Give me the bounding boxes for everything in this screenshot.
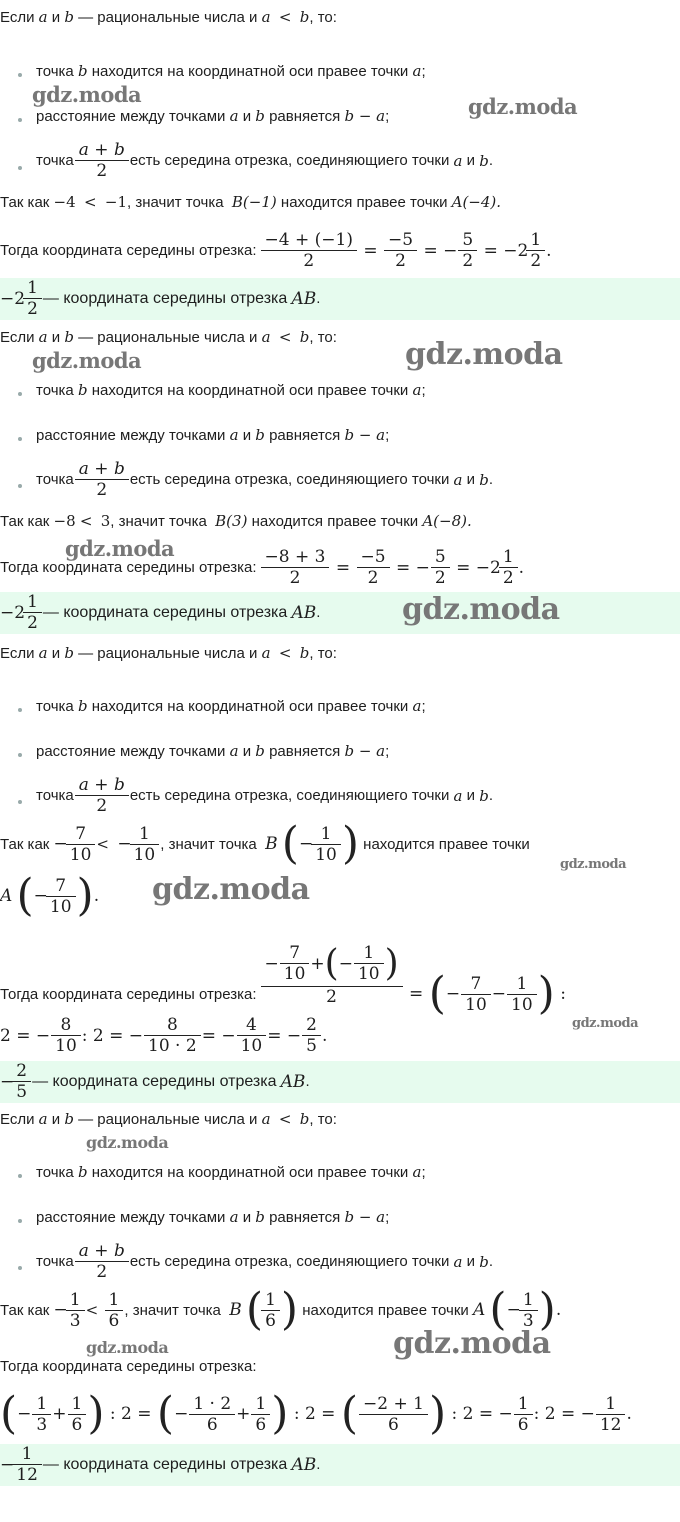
text: равняется [269, 107, 341, 125]
intro-line-2: Если a и b — рациональные числа и a < b , то: [0, 328, 337, 346]
fraction: $\frac{2}{5}$ [14, 1061, 29, 1102]
text: точка [36, 697, 74, 715]
math: AB [291, 602, 317, 623]
calc-continuation: 2 = − $\frac{8}{10}$ : 2 = − $\frac{8}{10 \cdot 2}$ = − $\frac{4}{10}$ = − $\frac{2}{5}$ . [0, 1015, 328, 1056]
var-a: a [229, 426, 239, 444]
text: и [466, 152, 476, 169]
text: есть середина отрезка, соединяющиего точки [129, 152, 450, 169]
text: и [242, 742, 252, 760]
fraction: $\frac{8}{10 \cdot 2}$ [146, 1015, 199, 1056]
text: есть середина отрезка, соединяющиего точки [129, 787, 450, 804]
math: B(−1) [231, 193, 277, 211]
bullet2-line: расстояние между точками a и b равняется b − a ; [36, 426, 390, 444]
var-a: a [261, 8, 271, 26]
var-b: b [255, 742, 265, 760]
answer-line: −2 $\frac{1}{2}$ — координата середины отрезка AB . [0, 278, 321, 319]
text: точка [36, 381, 74, 399]
var-a: a [229, 107, 239, 125]
fraction: $\frac{a + b}{2}$ [77, 775, 127, 816]
bullet [18, 437, 22, 441]
watermark: gdz.moda [402, 592, 560, 627]
text: находится правее точки [280, 193, 448, 211]
bullet [18, 73, 22, 77]
watermark: gdz.moda [65, 536, 175, 561]
var-a: a [453, 1252, 463, 1271]
var-b: b [299, 644, 310, 662]
fraction: $\frac{a + b}{2}$ [77, 140, 127, 181]
math: AB [291, 1454, 317, 1475]
midpoint-line: Тогда координата середины отрезка: $\frac{-8 + 3}{2}$ = $\frac{-5}{2}$ = − $\frac{5}{2}$ = −2 $\frac{1}{2}$ . [0, 547, 525, 588]
text: находится на координатной оси правее точки [91, 62, 409, 80]
text: , то: [309, 328, 337, 346]
var-b: b [255, 426, 265, 444]
text: и [51, 328, 61, 346]
text: и [466, 787, 476, 804]
fraction: $\frac{5}{2}$ [460, 230, 475, 271]
bullet [18, 484, 22, 488]
var-a: a [38, 328, 48, 346]
since-line: Так как −4 < −1 , значит точка B(−1) находится правее точки A(−4). [0, 193, 502, 211]
text: Так как [0, 1301, 50, 1319]
bullet1-line: точка b находится на координатной оси правее точки a ; [36, 1163, 426, 1181]
text: Тогда координата середины отрезка: [0, 985, 257, 1003]
text: , то: [309, 644, 337, 662]
fraction: $\frac{1}{6}$ [107, 1290, 122, 1331]
fraction: $\frac{1}{12}$ [14, 1444, 40, 1485]
var-b: b [299, 8, 310, 26]
var-a: a [412, 62, 422, 80]
bullet [18, 118, 22, 122]
bullet [18, 166, 22, 170]
text: , значит точка [127, 193, 224, 211]
text: и [242, 107, 252, 125]
fraction: $\frac{-5}{2}$ [359, 547, 388, 588]
text: — рациональные числа и [78, 1110, 258, 1128]
bullet [18, 1174, 22, 1178]
var-b: b [77, 1163, 88, 1181]
var-a: a [453, 151, 463, 170]
text: и [466, 471, 476, 488]
fraction: $\frac{-4 + (-1)}{2}$ [263, 230, 355, 271]
var-a: a [229, 742, 239, 760]
text: Тогда координата середины отрезка: [0, 1358, 257, 1375]
text: и [466, 1253, 476, 1270]
bullet2-line: расстояние между точками a и b равняется b − a ; [36, 742, 390, 760]
bullet3-line: точка $\frac{a + b}{2}$ есть середина отрезка, соединяющиего точки a и b . [36, 140, 493, 181]
fraction: $\frac{1}{10}$ [132, 824, 158, 865]
math: A(−4). [451, 193, 502, 211]
text: и [242, 426, 252, 444]
var-b: b [479, 470, 489, 489]
text: Тогда координата середины отрезка: [0, 242, 257, 259]
text: находится на координатной оси правее точки [91, 381, 409, 399]
fraction: $\frac{1}{3}$ [68, 1290, 83, 1331]
fraction: $\frac{1}{2}$ [501, 547, 516, 588]
bullet [18, 392, 22, 396]
bullet1-line: точка b находится на координатной оси правее точки a ; [36, 381, 426, 399]
math: b − a [344, 426, 386, 444]
math: −4 [53, 193, 76, 211]
text: есть середина отрезка, соединяющиего точки [129, 471, 450, 488]
text: находится правее точки [251, 512, 419, 530]
text: , значит точка [160, 835, 257, 853]
var-a: a [38, 1110, 48, 1128]
watermark: gdz.moda [32, 348, 142, 373]
text: находится правее точки [302, 1301, 469, 1319]
answer-line: −2 $\frac{1}{2}$ — координата середины отрезка AB . [0, 592, 321, 633]
text: точка [36, 62, 74, 80]
since-line: Так как − $\frac{7}{10}$ < − $\frac{1}{10}$ , значит точка B ( − $\frac{1}{10}$ ) находится правее точки [0, 818, 530, 869]
fraction: $\frac{5}{2}$ [433, 547, 448, 588]
var-b: b [479, 786, 489, 805]
math: −8 [53, 512, 76, 530]
bullet [18, 753, 22, 757]
text: расстояние между точками [36, 107, 226, 125]
text: Если [0, 328, 35, 346]
watermark: gdz.moda [32, 82, 142, 107]
text: , значит точка [110, 512, 207, 530]
text: расстояние между точками [36, 742, 226, 760]
bullet3-line: точка $\frac{a + b}{2}$ есть середина отрезка, соединяющиего точки a и b . [36, 775, 493, 816]
var-a: a [229, 1208, 239, 1226]
watermark: gdz.moda [468, 94, 578, 119]
watermark: gdz.moda [393, 1326, 551, 1361]
fraction: $\frac{-8 + 3}{2}$ [263, 547, 328, 588]
bullet3-line: точка $\frac{a + b}{2}$ есть середина отрезка, соединяющиего точки a и b . [36, 1241, 493, 1282]
text: — координата середины отрезка [42, 1455, 288, 1473]
text: расстояние между точками [36, 426, 226, 444]
text: Если [0, 644, 35, 662]
fraction: $\frac{1}{3}$ [521, 1290, 536, 1331]
fraction: $\frac{1}{2}$ [25, 278, 40, 319]
var-b: b [479, 1252, 489, 1271]
var-a: a [261, 1110, 271, 1128]
fraction: $\frac{1}{2}$ [25, 592, 40, 633]
math: 3 [100, 512, 111, 530]
midpoint-label-line [0, 1358, 257, 1375]
fraction: $\frac{a + b}{2}$ [77, 1241, 127, 1282]
var-a: a [453, 786, 463, 805]
var-a: a [412, 1163, 422, 1181]
var-a: a [38, 644, 48, 662]
text: находится на координатной оси правее точки [91, 697, 409, 715]
var-b: b [64, 328, 74, 346]
midpoint-line: Тогда координата середины отрезка: $\frac{-4 + (-1)}{2}$ = $\frac{-5}{2}$ = − $\frac{5}{2}$ = −2 $\frac{1}{2}$ . [0, 230, 552, 271]
math: b − a [344, 1208, 386, 1226]
text: — рациональные числа и [78, 644, 258, 662]
text: — координата середины отрезка [32, 1072, 277, 1090]
fraction: $\frac{2}{5}$ [304, 1015, 319, 1056]
text: — координата середины отрезка [42, 289, 288, 307]
since-line: Так как − $\frac{1}{3}$ < $\frac{1}{6}$ , значит точка B ( $\frac{1}{6}$ ) находится правее точки A ( − $\frac{1}{3}$ ) . [0, 1284, 562, 1335]
watermark: gdz.moda [152, 872, 310, 907]
since-line: Так как −8 < 3 , значит точка B(3) находится правее точки A(−8). [0, 512, 472, 530]
intro-line-4: Если a и b — рациональные числа и a < b , то: [0, 1110, 337, 1128]
midpoint-line: Тогда координата середины отрезка: − $\frac{7}{10}$ + ( − $\frac{1}{10}$ ) 2 = ( − $\frac{7}{10}$ − $\frac{1}{10}$ ) : [0, 942, 566, 1019]
fraction: − $\frac{7}{10}$ + ( − $\frac{1}{10}$ ) 2 [263, 942, 401, 1007]
text: — рациональные числа и [78, 328, 258, 346]
bullet2-line: расстояние между точками a и b равняется b − a ; [36, 107, 390, 125]
text: точка [36, 152, 74, 169]
var-b: b [77, 62, 88, 80]
bullet2-line: расстояние между точками a и b равняется b − a ; [36, 1208, 390, 1226]
var-b: b [64, 644, 74, 662]
bullet [18, 1219, 22, 1223]
text: , то: [309, 8, 337, 26]
bullet1-line: точка b находится на координатной оси правее точки a ; [36, 62, 426, 80]
text: точка [36, 787, 74, 804]
fraction: $\frac{-5}{2}$ [386, 230, 415, 271]
watermark: gdz.moda [572, 1016, 639, 1031]
text: Так как [0, 512, 50, 530]
var-a: a [38, 8, 48, 26]
var-b: b [64, 8, 74, 26]
math: b − a [344, 742, 386, 760]
var-b: b [299, 328, 310, 346]
fraction: $\frac{7}{10}$ [48, 876, 74, 917]
var-b: b [77, 697, 88, 715]
bullet3-line: точка $\frac{a + b}{2}$ есть середина отрезка, соединяющиего точки a и b . [36, 459, 493, 500]
text: равняется [269, 742, 341, 760]
var-a: a [412, 381, 422, 399]
intro-line-3: Если a и b — рациональные числа и a < b , то: [0, 644, 337, 662]
bullet [18, 1266, 22, 1270]
calc-line: ( − $\frac{1}{3}$ + $\frac{1}{6}$ ) : 2 = ( − $\frac{1 \cdot 2}{6}$ + $\frac{1}{6}$ ) : 2 = ( $\frac{-2 + 1}{6}$ ) : 2 = − $\frac{1}{6}$ : 2 = − $\frac{1}{12}$ . [0, 1388, 632, 1439]
fraction: $\frac{1}{6}$ [263, 1290, 278, 1331]
text: равняется [269, 426, 341, 444]
text: и [51, 644, 61, 662]
fraction: $\frac{4}{10}$ [239, 1015, 265, 1056]
text: точка [36, 1253, 74, 1270]
fraction: $\frac{8}{10}$ [53, 1015, 79, 1056]
watermark: gdz.moda [86, 1338, 169, 1357]
answer-line: − $\frac{1}{12}$ — координата середины отрезка AB . [0, 1444, 321, 1485]
math: B(3) [215, 512, 248, 530]
text: расстояние между точками [36, 1208, 226, 1226]
bullet [18, 708, 22, 712]
text: находится на координатной оси правее точки [91, 1163, 409, 1181]
var-b: b [299, 1110, 310, 1128]
text: находится правее точки [363, 835, 530, 853]
fraction: $\frac{1}{2}$ [528, 230, 543, 271]
math: A(−8). [422, 512, 472, 530]
math: AB [280, 1071, 306, 1092]
var-a: a [453, 470, 463, 489]
var-b: b [255, 107, 265, 125]
bullet1-line: точка b находится на координатной оси правее точки a ; [36, 697, 426, 715]
text: Так как [0, 193, 50, 211]
text: , то: [309, 1110, 337, 1128]
var-a: a [261, 644, 271, 662]
fraction: $\frac{a + b}{2}$ [77, 459, 127, 500]
text: равняется [269, 1208, 341, 1226]
text: Если [0, 1110, 35, 1128]
var-a: a [261, 328, 271, 346]
math: AB [291, 288, 317, 309]
fraction: $\frac{1}{10}$ [313, 824, 339, 865]
text: , значит точка [124, 1301, 221, 1319]
watermark: gdz.moda [405, 337, 563, 372]
fraction: $\frac{7}{10}$ [68, 824, 94, 865]
intro-line-1: Если a и b — рациональные числа и a < b , то: [0, 8, 337, 26]
text: точка [36, 471, 74, 488]
text: — координата середины отрезка [42, 603, 288, 621]
math: b − a [344, 107, 386, 125]
watermark: gdz.moda [86, 1133, 169, 1152]
var-b: b [77, 381, 88, 399]
var-b: b [64, 1110, 74, 1128]
text: Если [0, 8, 35, 26]
text: и [51, 8, 61, 26]
text: Тогда координата середины отрезка: [0, 559, 257, 576]
var-a: a [412, 697, 422, 715]
var-b: b [479, 151, 489, 170]
answer-line: − $\frac{2}{5}$ — координата середины отрезка AB . [0, 1061, 310, 1102]
text: — рациональные числа и [78, 8, 258, 26]
bullet [18, 800, 22, 804]
var-b: b [255, 1208, 265, 1226]
text: и [242, 1208, 252, 1226]
math: −1 [104, 193, 128, 211]
text: есть середина отрезка, соединяющиего точки [129, 1253, 450, 1270]
text: и [51, 1110, 61, 1128]
point-a-line: A ( − $\frac{7}{10}$ ) . [0, 870, 100, 921]
text: Так как [0, 835, 50, 853]
watermark: gdz.moda [560, 857, 627, 872]
text: точка [36, 1163, 74, 1181]
